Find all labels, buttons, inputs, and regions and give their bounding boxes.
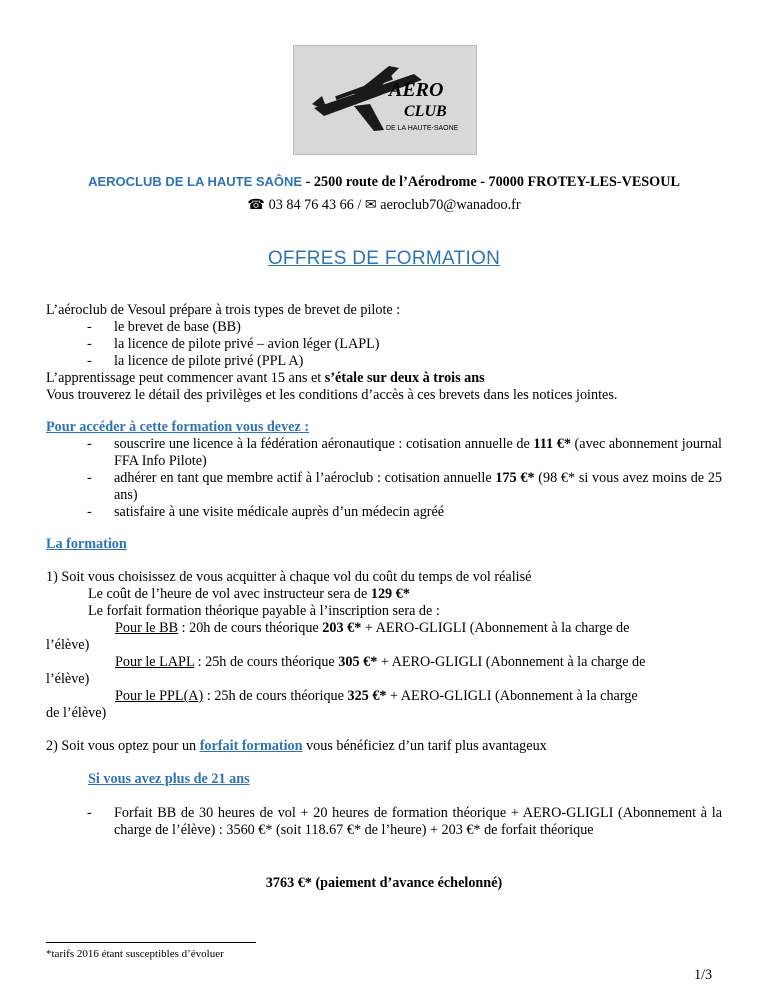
airplane-logo-icon <box>294 46 476 154</box>
formation-option1: 1) Soit vous choisissez de vous acquitter à chaque vol du coût du temps de vol réalisé <box>46 569 532 585</box>
list-item: - la licence de pilote privé – avion léger (LAPL) <box>87 336 380 352</box>
formation-option2: 2) Soit vous optez pour un forfait formation vous bénéficiez d’un tarif plus avantageux <box>46 738 547 754</box>
over21-heading: Si vous avez plus de 21 ans <box>88 771 250 787</box>
bb-price: Pour le BB : 20h de cours théorique 203 €* + AERO-GLIGLI (Abonnement à la charge de <box>115 620 630 636</box>
page-number: 1/3 <box>694 967 713 983</box>
intro-details: Vous trouverez le détail des privilèges et les conditions d’accès à ces brevets dans les notices jointes. <box>46 387 618 403</box>
phone-icon: ☎ <box>247 197 266 213</box>
club-header <box>0 173 768 191</box>
mail-icon: ✉ <box>364 197 377 213</box>
forfait-total: 3763 €* (paiement d’avance échelonné) <box>265 875 503 891</box>
theory-fee-intro: Le forfait formation théorique payable à l’inscription sera de : <box>88 603 440 619</box>
footnote: *tarifs 2016 étant susceptibles d’évoluer <box>46 948 224 960</box>
list-item: - Forfait BB de 30 heures de vol + 20 heures de formation théorique + AERO-GLIGLI (Abonnement à la charge de l’élève) : 3560 €* (soit 118.67 €* de l’heure) + 203 €* de forfait théorique <box>87 805 722 838</box>
bb-price-cont: l’élève) <box>46 637 90 653</box>
club-address: - 2500 route de l’Aérodrome - 70000 FROTEY-LES-VESOUL <box>302 174 680 190</box>
svg-text:AERO: AERO <box>389 79 444 101</box>
page-title: OFFRES DE FORMATION <box>267 248 501 269</box>
list-item: - souscrire une licence à la fédération aéronautique : cotisation annuelle de 111 €* (avec abonnement journal FFA Info Pilote) <box>87 436 722 469</box>
access-heading: Pour accéder à cette formation vous devez : <box>46 419 310 435</box>
club-name: AEROCLUB DE LA HAUTE SAÔNE <box>88 174 303 189</box>
ppl-price-cont: de l’élève) <box>46 705 107 721</box>
list-item: - satisfaire à une visite médicale auprès d’un médecin agréé <box>87 504 445 520</box>
svg-text:CLUB: CLUB <box>404 103 447 120</box>
email-address[interactable]: aeroclub70@wanadoo.fr <box>376 197 521 213</box>
list-item: - le brevet de base (BB) <box>87 319 241 335</box>
ppl-price: Pour le PPL(A) : 25h de cours théorique 325 €* + AERO-GLIGLI (Abonnement à la charge <box>115 688 638 704</box>
lapl-price-cont: l’élève) <box>46 671 90 687</box>
svg-text:DE LA HAUTE-SAONE: DE LA HAUTE-SAONE <box>386 125 459 132</box>
phone-number: 03 84 76 43 66 / <box>265 197 365 213</box>
hour-cost: Le coût de l’heure de vol avec instructeur sera de 129 €* <box>88 586 410 602</box>
intro-duration: L’apprentissage peut commencer avant 15 ans et s’étale sur deux à trois ans <box>46 370 485 386</box>
list-item: - adhérer en tant que membre actif à l’aéroclub : cotisation annuelle 175 €* (98 €* si vous avez moins de 25 ans) <box>87 470 723 503</box>
formation-heading: La formation <box>46 536 127 552</box>
aeroclub-logo <box>293 45 477 155</box>
footnote-divider <box>46 942 256 943</box>
lapl-price: Pour le LAPL : 25h de cours théorique 305 €* + AERO-GLIGLI (Abonnement à la charge de <box>115 654 646 670</box>
list-item: - la licence de pilote privé (PPL A) <box>87 353 304 369</box>
contact-line <box>0 197 768 214</box>
intro-line: L’aéroclub de Vesoul prépare à trois types de brevet de pilote : <box>46 302 401 318</box>
